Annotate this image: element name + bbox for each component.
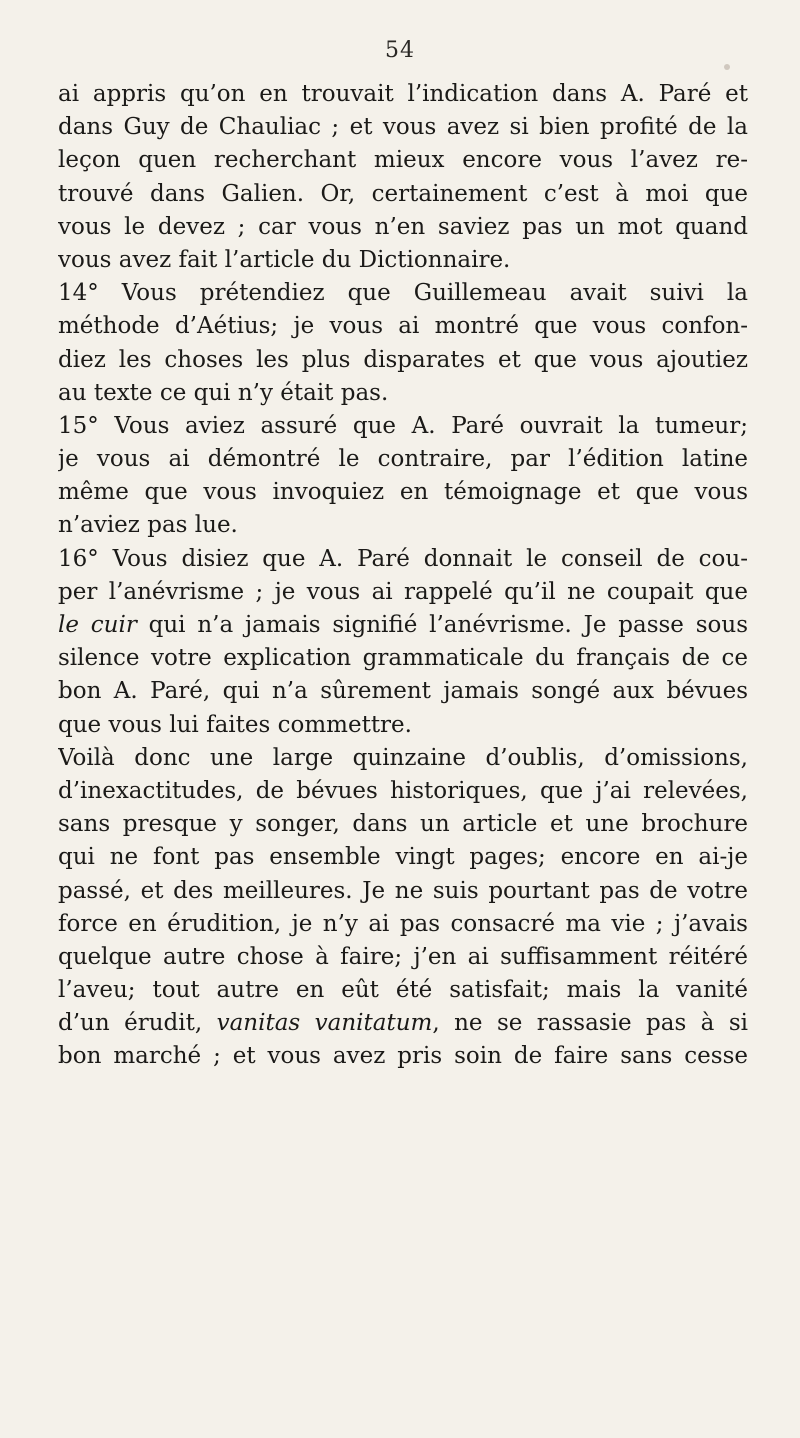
text-line-5: vous le devez ; car vous n’en saviez pas un mot quand: [58, 213, 748, 240]
text-line-7: 14° Vous prétendiez que Guillemeau avait suivi la: [58, 280, 748, 307]
text-line-13: même que vous invoquiez en témoignage et que vous: [58, 479, 748, 506]
text-line-17: [58, 609, 748, 642]
text-line-22: d’inexactitudes, de bévues historiques, que j’ai relevées,: [58, 777, 748, 804]
text-line-30: bon marché ; et vous avez pris soin de faire sans cesse: [58, 1043, 748, 1070]
text-line-28: l’aveu; tout autre en eût été satisfait; mais la vanité: [58, 977, 748, 1004]
text-line-24: qui ne font pas ensemble vingt pages; encore en ai-je: [58, 844, 748, 871]
text-line-8: méthode d’Aétius; je vous ai montré que vous confon-: [58, 313, 748, 340]
text-line-25: passé, et des meilleures. Je ne suis pourtant pas de votre: [58, 877, 748, 904]
text-line-4: trouvé dans Galien. Or, certainement c’est à moi que: [58, 180, 748, 207]
text-line-26: force en érudition, je n’y ai pas consacré ma vie ; j’avais: [58, 910, 748, 937]
text-line-29-start: d’un érudit,: [58, 1010, 217, 1037]
text-line-20: que vous lui faites commettre.: [58, 711, 412, 738]
text-line-19: bon A. Paré, qui n’a sûrement jamais songé aux bévues: [58, 678, 748, 705]
text-line-15: 16° Vous disiez que A. Paré donnait le conseil de cou-: [58, 545, 748, 572]
text-line-11: 15° Vous aviez assuré que A. Paré ouvrait la tumeur;: [58, 412, 748, 439]
text-line-23: sans presque y songer, dans un article et une brochure: [58, 811, 748, 838]
text-line-3: leçon quen recherchant mieux encore vous l’avez re-: [58, 147, 748, 174]
paper-speck: [724, 64, 730, 70]
text-line-14: n’aviez pas lue.: [58, 512, 238, 539]
text-line-21: Voilà donc une large quinzaine d’oublis, d’omissions,: [58, 744, 748, 771]
body-text: [58, 78, 748, 1074]
text-line-16: per l’anévrisme ; je vous ai rappelé qu’il ne coupait que: [58, 578, 748, 605]
text-line-12: je vous ai démontré le contraire, par l’édition latine: [58, 446, 748, 473]
italic-phrase: vanitas vanitatum: [216, 1010, 433, 1037]
text-line-27: quelque autre chose à faire; j’en ai suffisamment réitéré: [58, 943, 748, 970]
text-line-18: silence votre explication grammaticale du français de ce: [58, 645, 748, 672]
text-line-29-end: , ne se rassasie pas à si: [432, 1010, 748, 1037]
text-line-29: [58, 1007, 748, 1040]
text-line-1: ai appris qu’on en trouvait l’indication dans A. Paré et: [58, 81, 748, 107]
text-line-9: diez les choses les plus disparates et que vous ajoutiez: [58, 346, 748, 373]
text-line-10: au texte ce qui n’y était pas.: [58, 379, 389, 406]
text-line-2: dans Guy de Chauliac ; et vous avez si bien profité de la: [58, 114, 748, 141]
page-number: 54: [385, 38, 415, 63]
text-line-17-rest: qui n’a jamais signifié l’anévrisme. Je passe sous: [136, 612, 748, 638]
italic-phrase: le cuir: [58, 612, 137, 638]
text-line-6: vous avez fait l’article du Dictionnaire.: [58, 246, 511, 273]
